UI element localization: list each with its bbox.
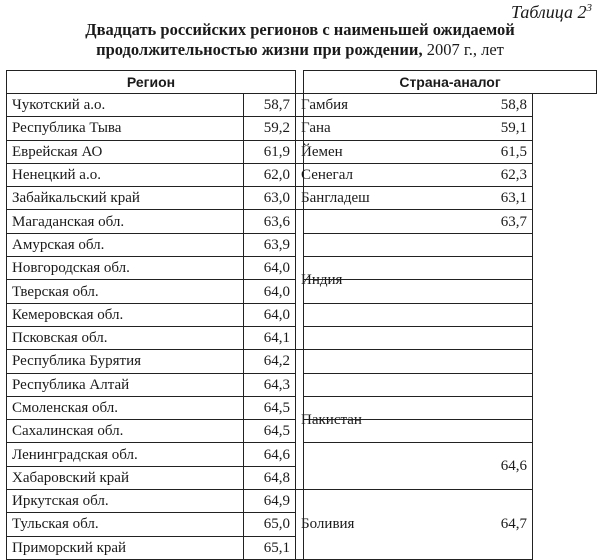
region-name: Приморский край — [7, 536, 244, 559]
region-name: Тверская обл. — [7, 280, 244, 303]
life-expectancy-table — [6, 70, 597, 560]
table-row — [7, 117, 597, 140]
region-name: Кемеровская обл. — [7, 303, 244, 326]
empty-cell — [304, 326, 533, 349]
region-name: Иркутская обл. — [7, 490, 244, 513]
country-value: 64,6 — [304, 443, 533, 490]
table-number: Таблица $2^3$ — [510, 2, 592, 22]
country-name: Пакистан — [296, 350, 304, 490]
region-value: 64,0 — [244, 257, 296, 280]
country-value: 62,3 — [304, 163, 533, 186]
table-header-row — [7, 71, 597, 94]
country-name: Гана — [296, 117, 304, 140]
region-header: Регион — [7, 71, 296, 94]
region-name: Псковская обл. — [7, 326, 244, 349]
region-name: Хабаровский край — [7, 466, 244, 489]
country-value: 63,7 — [304, 210, 533, 233]
empty-cell — [304, 303, 533, 326]
region-value: 64,3 — [244, 373, 296, 396]
region-value: 61,9 — [244, 140, 296, 163]
region-value: 63,0 — [244, 187, 296, 210]
table-title — [0, 20, 600, 60]
region-name: Ленинградская обл. — [7, 443, 244, 466]
table-row — [7, 140, 597, 163]
region-name: Магаданская обл. — [7, 210, 244, 233]
region-name: Амурская обл. — [7, 233, 244, 256]
country-value: 58,8 — [304, 94, 533, 117]
country-name: Индия — [296, 210, 304, 350]
region-value: 58,7 — [244, 94, 296, 117]
region-value: 64,5 — [244, 420, 296, 443]
region-value: 65,1 — [244, 536, 296, 559]
region-name: Сахалинская обл. — [7, 420, 244, 443]
region-name: Республика Тыва — [7, 117, 244, 140]
region-value: 64,0 — [244, 303, 296, 326]
country-value: 61,5 — [304, 140, 533, 163]
table-row — [7, 490, 597, 513]
region-value: 65,0 — [244, 513, 296, 536]
country-value: 63,1 — [304, 187, 533, 210]
region-value: 64,6 — [244, 443, 296, 466]
table-row — [7, 94, 597, 117]
country-name: Гамбия — [296, 94, 304, 117]
country-value: 64,7 — [304, 490, 533, 560]
region-value: 62,0 — [244, 163, 296, 186]
region-value: 64,8 — [244, 466, 296, 489]
region-name: Чукотский а.о. — [7, 94, 244, 117]
region-name: Тульская обл. — [7, 513, 244, 536]
table-row — [7, 210, 597, 233]
region-value: 63,6 — [244, 210, 296, 233]
region-name: Смоленская обл. — [7, 396, 244, 419]
country-name: Йемен — [296, 140, 304, 163]
empty-cell — [304, 350, 533, 373]
country-name: Бангладеш — [296, 187, 304, 210]
region-name: Еврейская АО — [7, 140, 244, 163]
country-header: Страна-аналог — [304, 71, 597, 94]
empty-cell — [304, 233, 533, 256]
region-value: 59,2 — [244, 117, 296, 140]
table-row — [7, 187, 597, 210]
table-row — [7, 350, 597, 373]
empty-cell — [304, 373, 533, 396]
region-value: 64,5 — [244, 396, 296, 419]
country-value: 59,1 — [304, 117, 533, 140]
region-name: Республика Алтай — [7, 373, 244, 396]
region-name: Ненецкий а.о. — [7, 163, 244, 186]
region-value: 63,9 — [244, 233, 296, 256]
title-line-1: Двадцать российских регионов с наименьшей ожидаемой — [85, 20, 515, 39]
region-name: Забайкальский край — [7, 187, 244, 210]
title-line-2: продолжительностью жизни при рождении, 2007 г., лет — [96, 40, 504, 59]
region-value: 64,9 — [244, 490, 296, 513]
region-name: Республика Бурятия — [7, 350, 244, 373]
table-row — [7, 163, 597, 186]
region-value: 64,2 — [244, 350, 296, 373]
region-value: 64,0 — [244, 280, 296, 303]
region-value: 64,1 — [244, 326, 296, 349]
country-name: Сенегал — [296, 163, 304, 186]
region-name: Новгородская обл. — [7, 257, 244, 280]
country-name: Боливия — [296, 490, 304, 560]
